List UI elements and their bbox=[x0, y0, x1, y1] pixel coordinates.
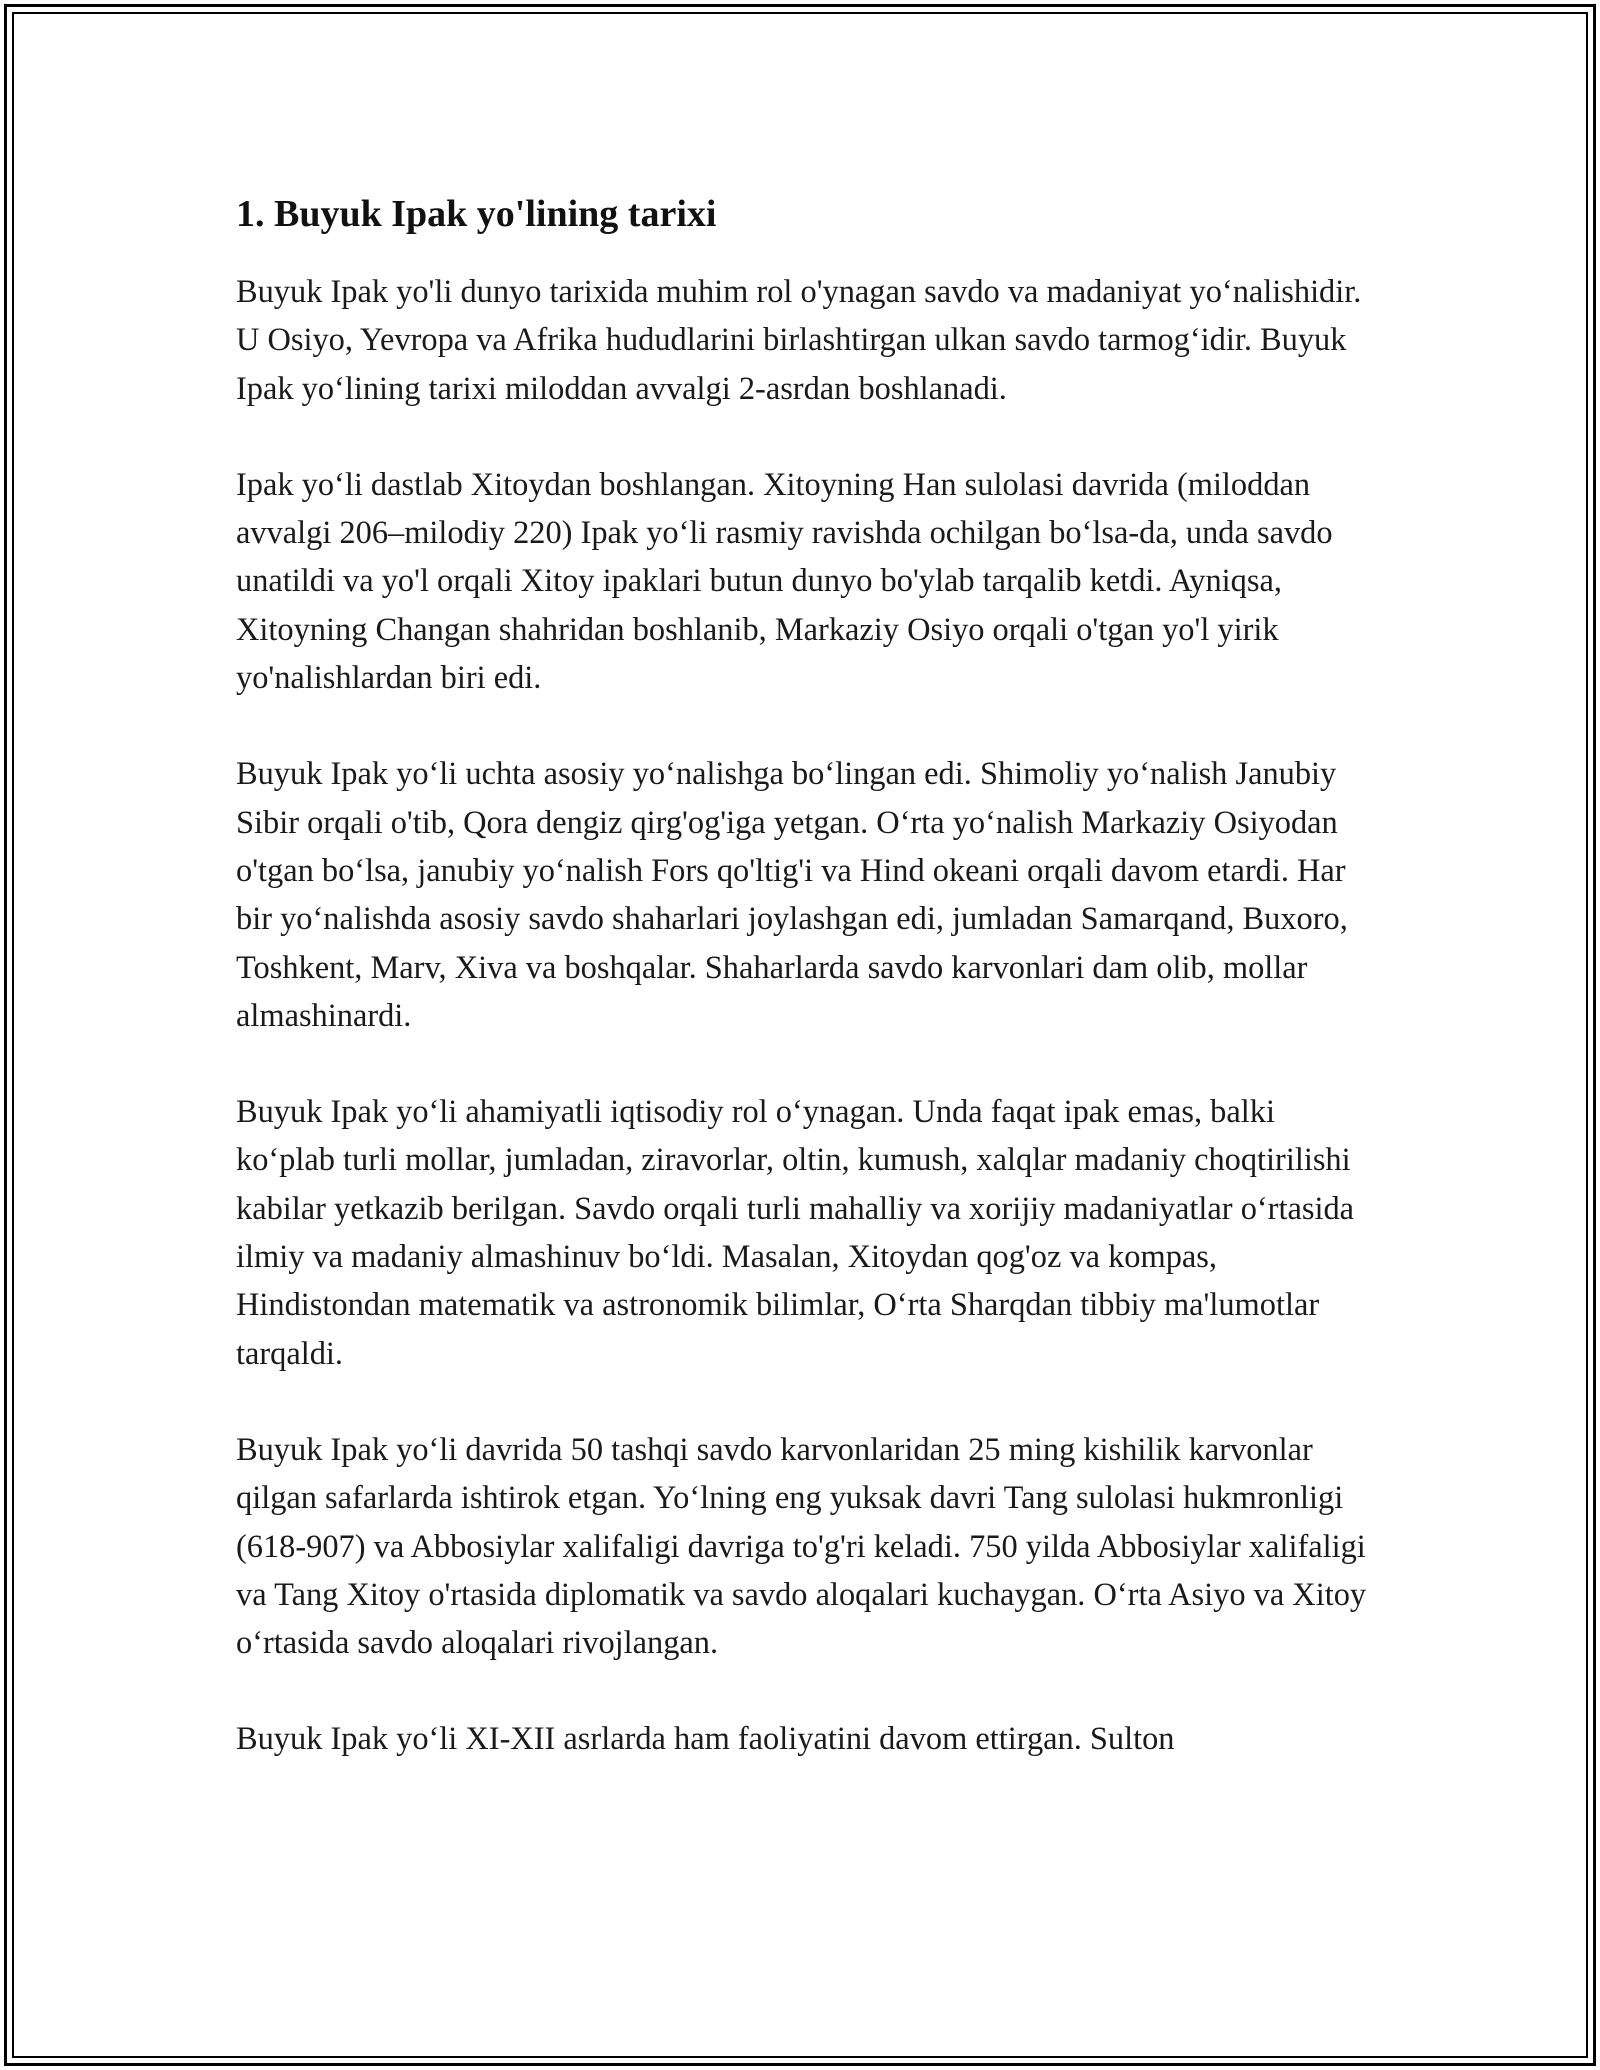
section-heading: 1. Buyuk Ipak yo'lining tarixi bbox=[236, 193, 717, 235]
paragraph-2: Ipak yo‘li dastlab Xitoydan boshlangan. Xitoyning Han sulolasi davrida (miloddan avvalgi 206–milodiy 220) Ipak yo‘li rasmiy ravishda ochilgan bo‘lsa-da, unda savdo unatildi va yo'l orqali Xitoy ipaklari butun dunyo bo'ylab tarqalib ketdi. Ayniqsa, Xitoyning Changan shahridan boshlanib, Markaziy Osiyo orqali o'tgan yo'l yirik yo'nalishlardan biri edi. bbox=[236, 466, 1333, 697]
paragraph-3: Buyuk Ipak yo‘li uchta asosiy yo‘nalishga bo‘lingan edi. Shimoliy yo‘nalish Janubiy Sibir orqali o'tib, Qora dengiz qirg'og'iga yetgan. O‘rta yo‘nalish Markaziy Osiyodan o'tgan bo‘lsa, janubiy yo‘nalish Fors qo'ltig'i va Hind okeani orqali davom etardi. Har bir yo‘nalishda asosiy savdo shaharlari joylashgan edi, jumladan Samarqand, Buxoro, Toshkent, Marv, Xiva va boshqalar. Shaharlarda savdo karvonlari dam olib, mollar almashinardi. bbox=[236, 756, 1348, 1034]
document-body bbox=[236, 188, 1376, 1812]
paragraph-1: Buyuk Ipak yo'li dunyo tarixida muhim rol o'ynagan savdo va madaniyat yo‘nalishidir. U Osiyo, Yevropa va Afrika hududlarini birlashtirgan ulkan savdo tarmog‘idir. Buyuk Ipak yo‘lining tarixi miloddan avvalgi 2-asrdan boshlanadi. bbox=[236, 274, 1362, 407]
paragraph-6: Buyuk Ipak yo‘li XI-XII asrlarda ham faoliyatini davom ettirgan. Sulton bbox=[236, 1721, 1175, 1758]
paragraph-5: Buyuk Ipak yo‘li davrida 50 tashqi savdo karvonlaridan 25 ming kishilik karvonlar qilgan safarlarda ishtirok etgan. Yo‘lning eng yuksak davri Tang sulolasi hukmronligi (618-907) va Abbosiylar xalifaligi davriga to'g'ri keladi. 750 yilda Abbosiylar xalifaligi va Tang Xitoy o'rtasida diplomatik va savdo aloqalari kuchaygan. O‘rta Asiyo va Xitoy o‘rtasida savdo aloqalari rivojlangan. bbox=[236, 1431, 1367, 1662]
paragraph-4: Buyuk Ipak yo‘li ahamiyatli iqtisodiy rol o‘ynagan. Unda faqat ipak emas, balki ko‘plab turli mollar, jumladan, ziravorlar, oltin, kumush, xalqlar madaniy choqtirilishi kabilar yetkazib berilgan. Savdo orqali turli mahalliy va xorijiy madaniyatlar o‘rtasida ilmiy va madaniy almashinuv bo‘ldi. Masalan, Xitoydan qog'oz va kompas, Hindistondan matematik va astronomik bilimlar, O‘rta Sharqdan tibbiy ma'lumotlar tarqaldi. bbox=[236, 1094, 1355, 1372]
